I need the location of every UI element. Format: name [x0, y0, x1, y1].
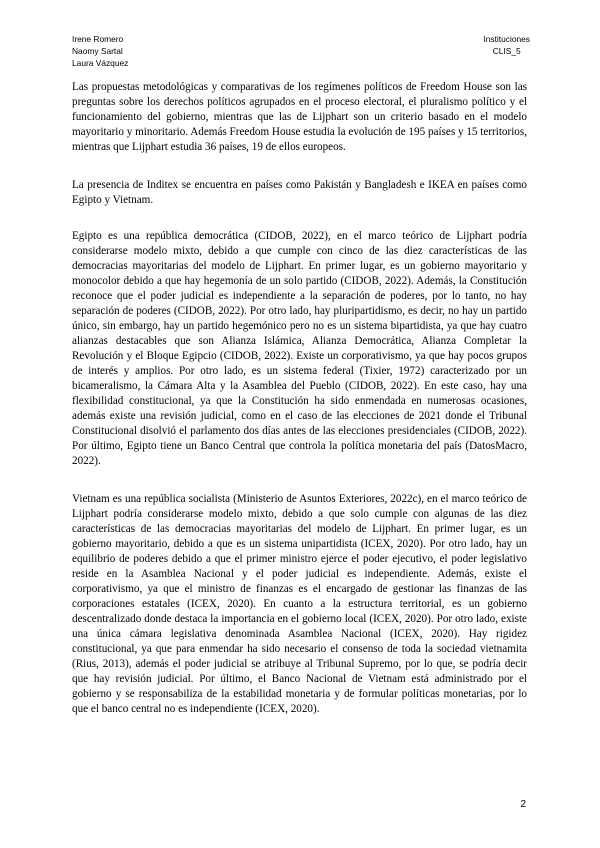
paragraph-egypt: Egipto es una república democrática (CIDOB, 2022), en el marco teórico de Lijphart podría considerarse modelo mixto, debido a que cumple con cinco de las diez características de las democracias mayoritarias del modelo de Lijphart. En primer lugar, es un gobierno mayoritario y monocolor debido a que hay hegemonía de un solo partido (CIDOB, 2022). Además, la Constitución reconoce que el poder judicial es independiente a la separación de poderes, por lo tanto, no hay separación de poderes (CIDOB, 2022). Por otro lado, hay pluripartidismo, es decir, no hay un partido único, sin embargo, hay un partido hegemónico pero no es un sistema bipartidista, ya que hay cuatro alianzas destacables que son Alianza Islámica, Alianza Democrática, Alianza Completar la Revolución y el Bloque Egipcio (CIDOB, 2022). Existe un corporativismo, ya que hay pocos grupos de interés y amplios. Por otro lado, es un sistema federal (Tixier, 1972) caracterizado por un bicameralismo, la Cámara Alta y la Asamblea del Pueblo (CIDOB, 2022). En este caso, hay una flexibilidad constitucional, ya que la Constitución ha sido enmendada en numerosas ocasiones, además existe una revisión judicial, como en el caso de las elecciones de 2021 donde el Tribunal Constitucional disolvió el parlamento dos días antes de las elecciones presidenciales (CIDOB, 2022). Por último, Egipto tiene un Banco Central que controla la política monetaria del país (DatosMacro, 2022).: [72, 230, 527, 467]
author-name: Irene Romero: [72, 34, 124, 44]
author-name: Naomy Sartal: [72, 46, 123, 56]
paragraph-vietnam: Vietnam es una república socialista (Ministerio de Asuntos Exteriores, 2022c), en el marco teórico de Lijphart podría considerarse modelo mixto, debido a que solo cumple con algunas de las diez características de las democracias mayoritarias del modelo de Lijphart. En primer lugar, es un gobierno mayoritario, debido a que es un sistema unipartidista (ICEX, 2020). Por otro lado, hay un equilibrio de poderes debido a que el primer ministro ejerce el poder ejecutivo, el poder legislativo reside en la Asamblea Nacional y el poder judicial es independiente. Además, existe el corporativismo, ya que el ministro de finanzas es el encargado de gestionar las finanzas de las corporaciones estatales (ICEX, 2020). En cuanto a la estructura territorial, es un gobierno descentralizado donde destaca la importancia en el gobierno local (ICEX, 2020). Por otro lado, existe una única cámara legislativa denominada Asamblea Nacional (ICEX, 2020). Hay rigidez constitucional, ya que para enmendar ha sido necesario el consenso de toda la sociedad vietnamita (Rius, 2013), además el poder judicial se atribuye al Tribunal Supremo, por lo que, se podría decir que hay revisión judicial. Por último, el Banco Nacional de Vietnam está administrado por el gobierno y se responsabiliza de la estabilidad monetaria y de formular políticas monetarias, por lo que el banco central no es independiente (ICEX, 2020).: [72, 493, 527, 715]
header-authors: [72, 33, 128, 69]
course-code: CLIS_5: [492, 46, 521, 56]
paragraph-methodology: Las propuestas metodológicas y comparativas de los regímenes políticos de Freedom House son las preguntas sobre los derechos políticos agrupados en el proceso electoral, el pluralismo político y el funcionamiento del gobierno, mientras que las de Lijphart son un criterio basado en el modelo mayoritario y minoritario. Además Freedom House estudia la evolución de 195 países y 15 territorios, mientras que Lijphart estudia 36 países, 19 de ellos europeos.: [72, 81, 527, 153]
document-body: [72, 80, 527, 738]
author-name: Laura Vázquez: [72, 58, 129, 68]
header-course: [483, 33, 530, 57]
paragraph-companies: La presencia de Inditex se encuentra en países como Pakistán y Bangladesh e IKEA en países como Egipto y Vietnam.: [72, 179, 527, 206]
course-name: Instituciones: [483, 34, 530, 44]
page-number: 2: [520, 799, 526, 810]
